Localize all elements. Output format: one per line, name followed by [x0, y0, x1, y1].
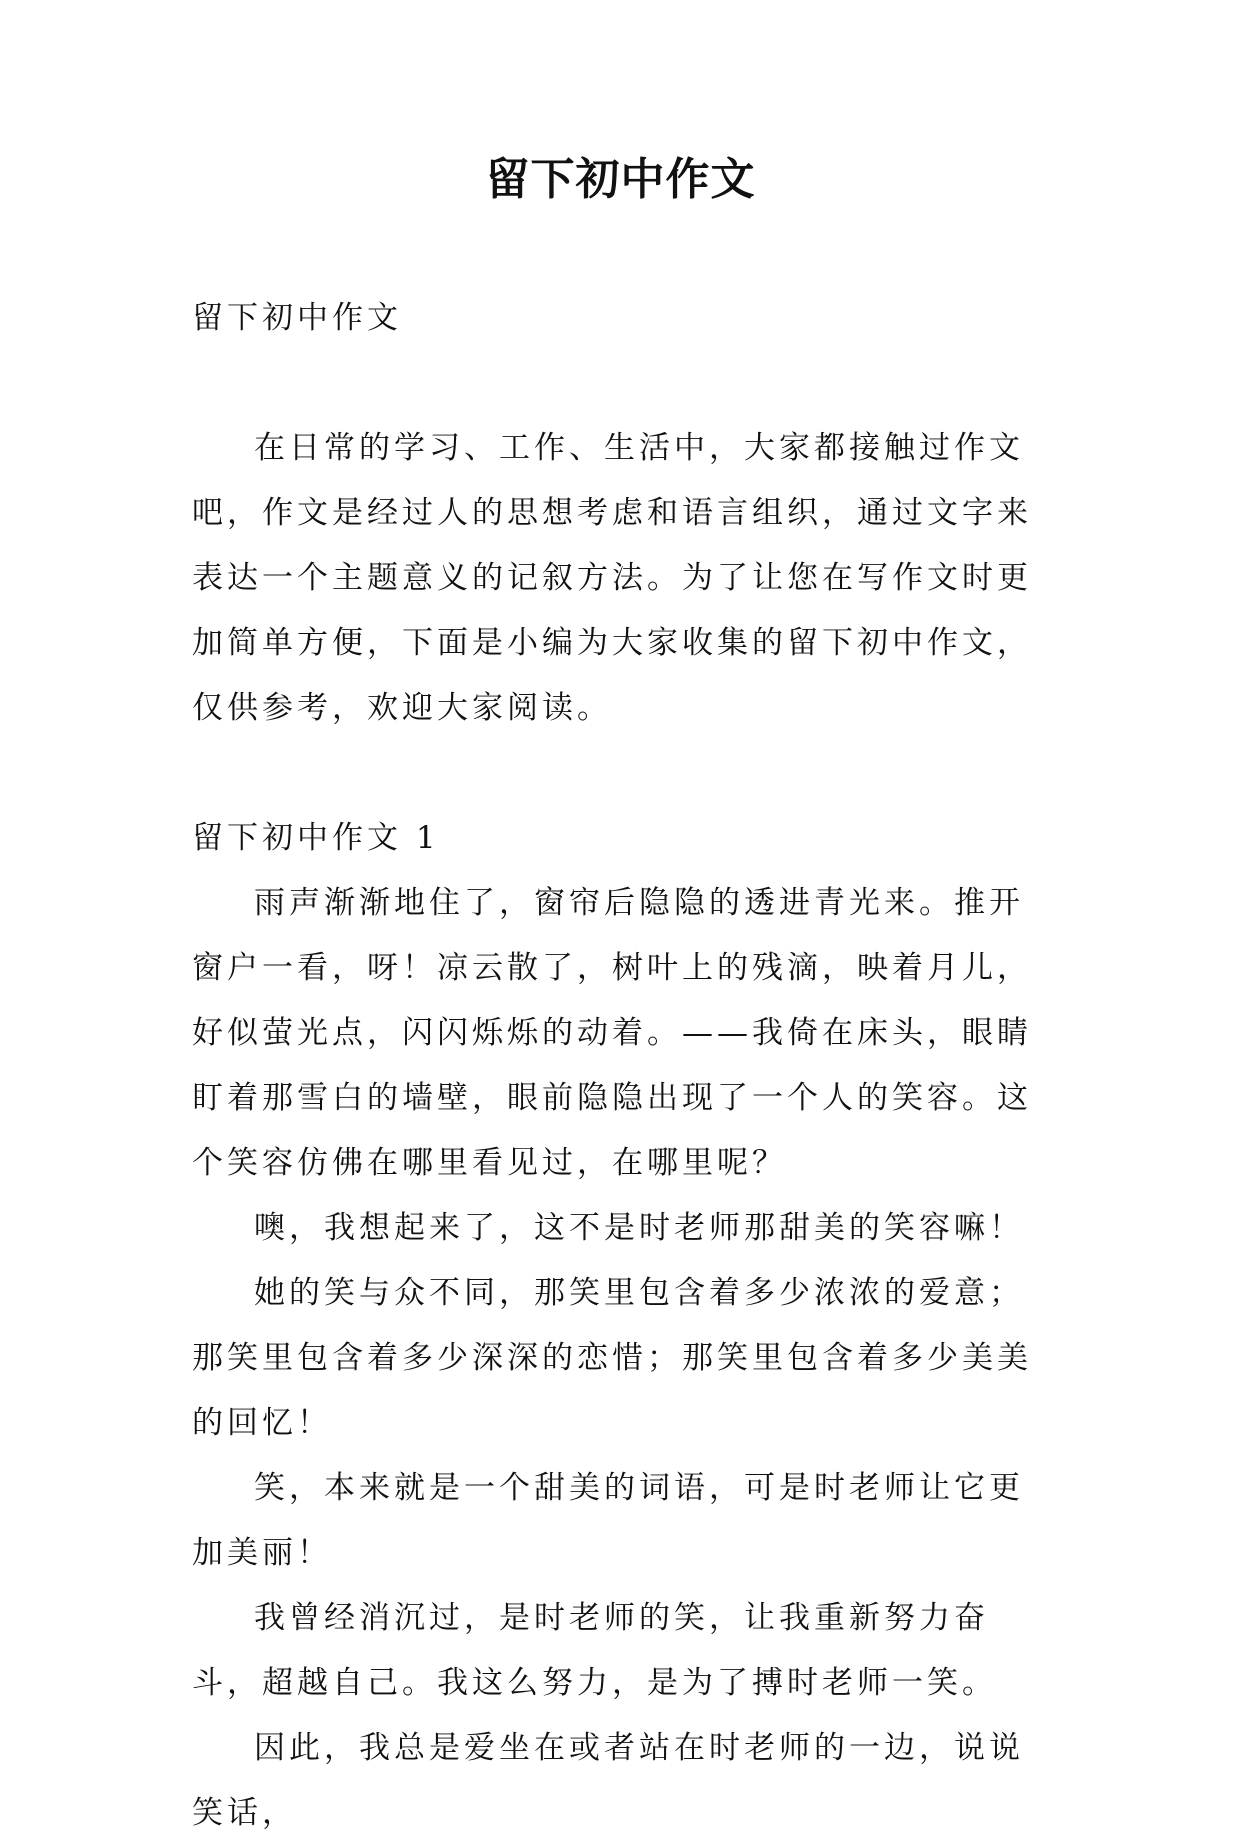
intro-paragraph: 在日常的学习、工作、生活中，大家都接触过作文吧，作文是经过人的思想考虑和语言组织，通过文字来表达一个主题意义的记叙方法。为了让您在写作文时更加简单方便，下面是小编为大家收集的留下初中作文，仅供参考，欢迎大家阅读。 — [192, 430, 1032, 726]
spacer — [192, 741, 1050, 806]
body-paragraph: 笑，本来就是一个甜美的词语，可是时老师让它更加美丽！ — [192, 1470, 1024, 1571]
document-title: 留下初中作文 — [485, 154, 756, 205]
body-paragraph: 因此，我总是爱坐在或者站在时老师的一边，说说笑话， — [192, 1730, 1024, 1831]
spacer — [192, 351, 1050, 416]
section-heading: 留下初中作文 1 — [192, 820, 440, 856]
body-paragraph: 雨声渐渐地住了，窗帘后隐隐的透进青光来。推开窗户一看，呀！凉云散了，树叶上的残滴，映着月儿，好似萤光点，闪闪烁烁的动着。——我倚在床头，眼睛盯着那雪白的墙壁，眼前隐隐出现了一个人的笑容。这个笑容仿佛在哪里看见过，在哪里呢？ — [192, 885, 1032, 1181]
body-paragraph: 噢，我想起来了，这不是时老师那甜美的笑容嘛！ — [254, 1210, 1024, 1246]
document-subtitle: 留下初中作文 — [192, 300, 402, 336]
body-paragraph: 她的笑与众不同，那笑里包含着多少浓浓的爱意；那笑里包含着多少深深的恋惜；那笑里包含着多少美美的回忆！ — [192, 1275, 1032, 1441]
document-body — [192, 286, 1050, 1846]
body-paragraph: 我曾经消沉过，是时老师的笑，让我重新努力奋斗，超越自己。我这么努力，是为了搏时老师一笑。 — [192, 1600, 997, 1701]
